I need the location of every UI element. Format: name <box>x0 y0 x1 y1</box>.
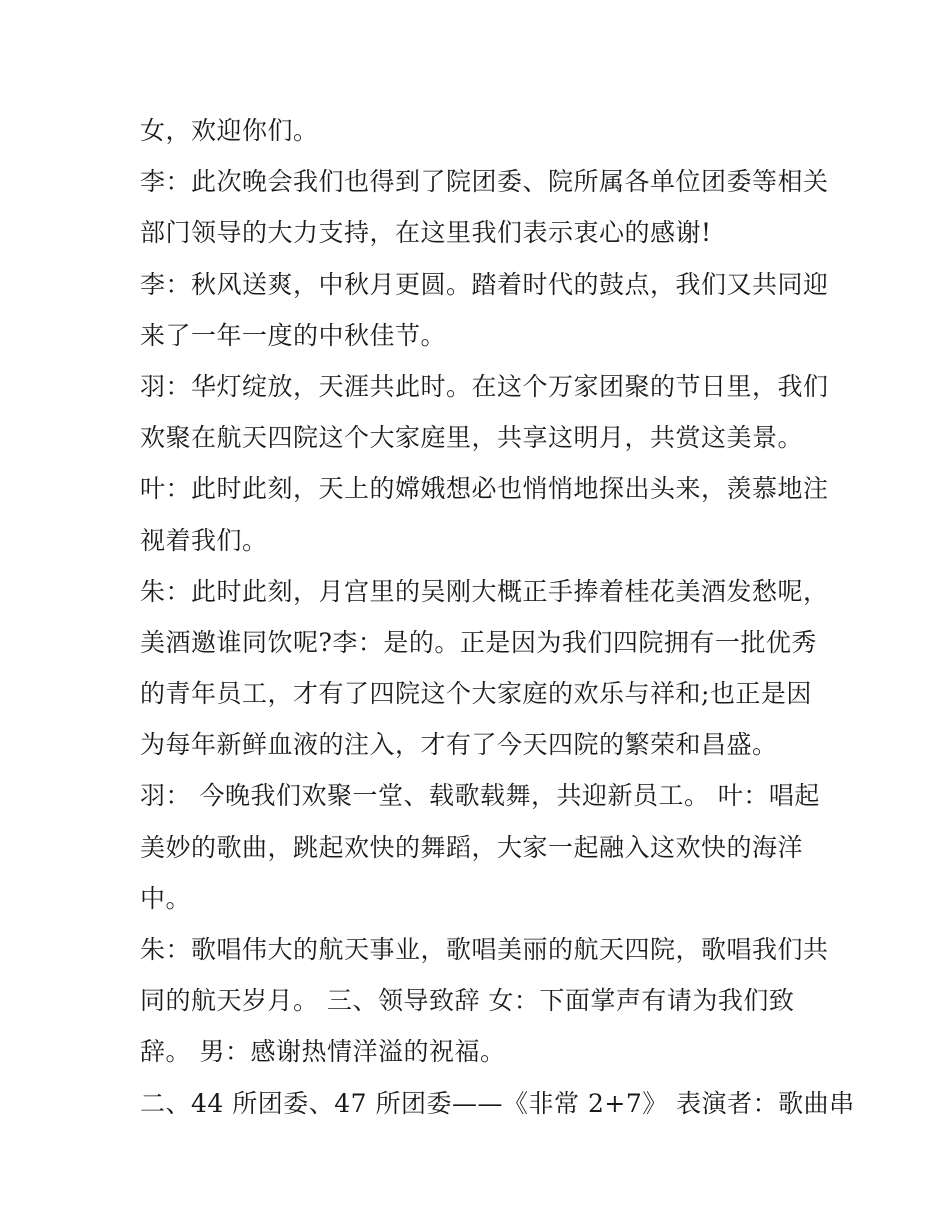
text-line: 欢聚在航天四院这个大家庭里，共享这明月，共赏这美景。 <box>140 423 804 453</box>
text-line: 部门领导的大力支持，在这里我们表示衷心的感谢! <box>140 218 712 248</box>
text-line: 李：秋风送爽，中秋月更圆。踏着时代的鼓点，我们又共同迎 <box>140 269 829 299</box>
text-line: 视着我们。 <box>140 525 268 555</box>
text-line: 女，欢迎你们。 <box>140 116 319 145</box>
text-line: 为每年新鲜血液的注入，才有了今天四院的繁荣和昌盛。 <box>140 730 778 760</box>
text-line: 羽：华灯绽放，天涯共此时。在这个万家团聚的节日里，我们 <box>140 371 829 401</box>
text-line: 美妙的歌曲，跳起欢快的舞蹈，大家一起融入这欢快的海洋 <box>140 832 804 862</box>
text-line: 中。 <box>140 883 192 913</box>
text-line: 朱：歌唱伟大的航天事业，歌唱美丽的航天四院，歌唱我们共 <box>140 935 829 964</box>
text-line: 二、44 所团委、47 所团委——《非常 2+7》 表演者：歌曲串 <box>140 1088 855 1118</box>
text-line: 美酒邀谁同饮呢?李：是的。正是因为我们四院拥有一批优秀 <box>140 627 817 657</box>
text-line: 叶：此时此刻，天上的嫦娥想必也悄悄地探出头来，羡慕地注 <box>140 474 829 504</box>
text-line: 的青年员工，才有了四院这个大家庭的欢乐与祥和;也正是因 <box>140 679 812 709</box>
text-line: 朱：此时此刻，月宫里的吴刚大概正手捧着桂花美酒发愁呢， <box>140 576 829 606</box>
text-line: 来了一年一度的中秋佳节。 <box>140 320 447 350</box>
text-line: 李：此次晚会我们也得到了院团委、院所属各单位团委等相关 <box>140 167 829 197</box>
document-body <box>140 105 855 1129</box>
text-line: 辞。 男：感谢热情洋溢的祝福。 <box>140 1037 506 1067</box>
text-line: 同的航天岁月。 三、领导致辞 女：下面掌声有请为我们致 <box>140 986 795 1016</box>
text-line: 羽： 今晚我们欢聚一堂、载歌载舞，共迎新员工。 叶：唱起 <box>140 781 820 811</box>
